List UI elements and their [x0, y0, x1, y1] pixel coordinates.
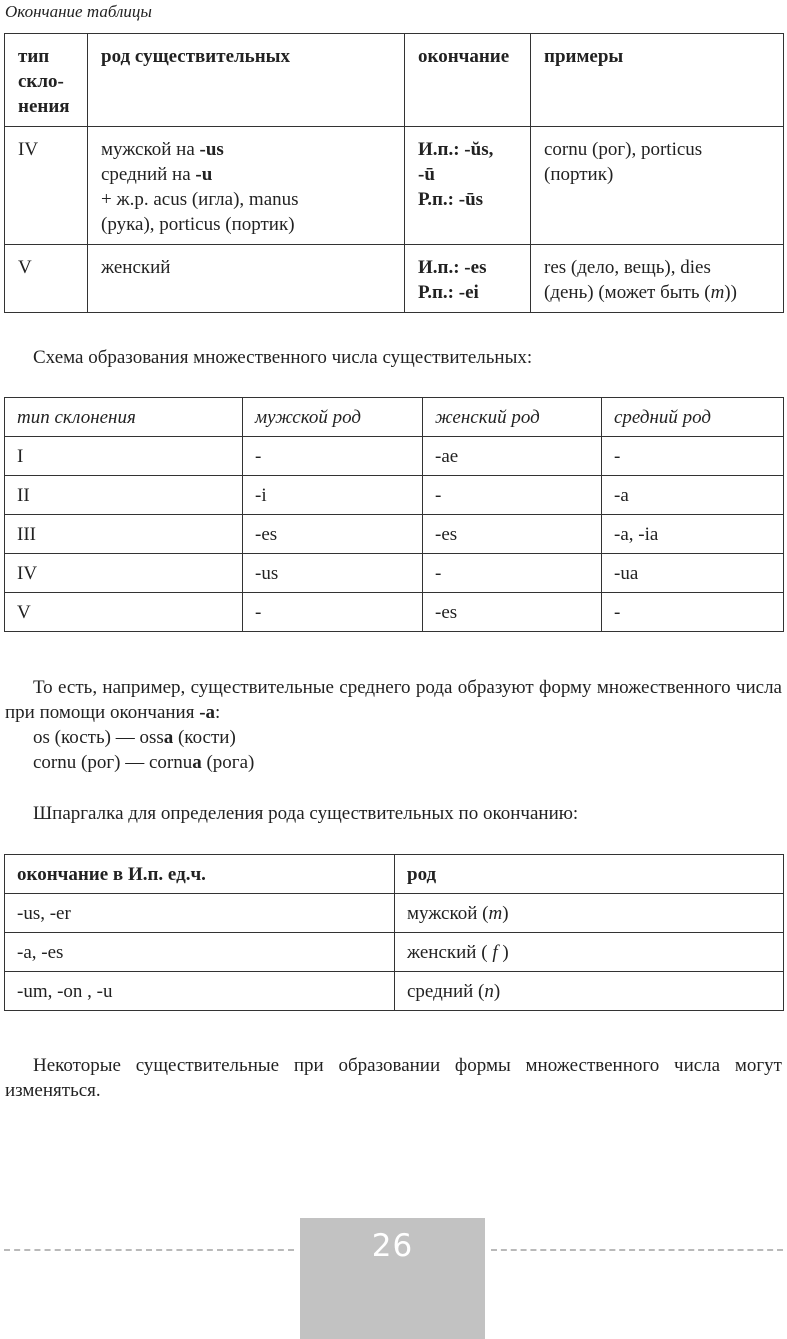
page-number-tab	[300, 1218, 485, 1339]
table-row: V - -es -	[5, 593, 784, 632]
table-row: -a, -es женский ( f )	[5, 933, 784, 972]
gender-line: + ж.р. acus (игла), manus	[101, 189, 299, 210]
table-row: I - -ae -	[5, 437, 784, 476]
footer-divider-left	[4, 1249, 294, 1251]
table-row	[5, 127, 784, 245]
header-declension-type: тип склонения	[5, 398, 243, 437]
header-neuter: средний род	[602, 398, 784, 437]
table-header-row	[5, 34, 784, 127]
ending-cell: И.п.: -es Р.п.: -ei	[405, 245, 531, 313]
header-noun-gender: род существительных	[88, 34, 405, 127]
header-masculine: мужской род	[243, 398, 423, 437]
examples-cell: res (дело, вещь), dies (день) (может быть (m))	[531, 245, 784, 313]
gender-by-ending-table	[4, 854, 784, 1011]
header-ending: окончание	[405, 34, 531, 127]
cheat-sheet-intro: Шпаргалка для определения рода существительных по окончанию:	[33, 803, 579, 824]
table-row: IV -us - -ua	[5, 554, 784, 593]
gender-cell	[88, 127, 405, 245]
table-header-row	[5, 855, 784, 894]
example-line: os (кость) — ossa (кости)	[33, 727, 236, 748]
header-ending-nominative: окончание в И.п. ед.ч.	[5, 855, 395, 894]
footer-divider-right	[491, 1249, 783, 1251]
table-header-row	[5, 398, 784, 437]
examples-cell: cornu (рог), porticus (портик)	[531, 127, 784, 245]
header-examples: примеры	[531, 34, 784, 127]
header-gender: род	[395, 855, 784, 894]
table-continuation-caption: Окончание таблицы	[5, 2, 152, 21]
table-row	[5, 245, 784, 313]
table-row: II -i - -a	[5, 476, 784, 515]
table-row: -us, -er мужской (m)	[5, 894, 784, 933]
header-declension-type: тип скло- нения	[5, 34, 88, 127]
plural-change-paragraph: Некоторые существительные при образовании формы множественного числа могут изменяться.	[5, 1055, 782, 1101]
plural-scheme-intro: Схема образования множественного числа существительных:	[33, 347, 533, 368]
gender-line: мужской на -us	[101, 139, 224, 160]
ending-cell: И.п.: -ŭs, -ū Р.п.: -ūs	[405, 127, 531, 245]
neuter-plural-paragraph: То есть, например, существительные среднего рода образуют форму множественного числа при помощи окончания -a:	[5, 677, 782, 723]
page-number: 26	[371, 1228, 414, 1264]
table-row: -um, -on , -u средний (n)	[5, 972, 784, 1011]
gender-line: (рука), porticus (портик)	[101, 214, 295, 235]
example-line: cornu (рог) — cornua (рога)	[33, 752, 255, 773]
declension-type-cell: IV	[5, 127, 88, 245]
plural-endings-table	[4, 397, 784, 632]
header-feminine: женский род	[423, 398, 602, 437]
table-row: III -es -es -a, -ia	[5, 515, 784, 554]
gender-cell: женский	[88, 245, 405, 313]
declension-type-cell: V	[5, 245, 88, 313]
gender-line: средний на -u	[101, 164, 213, 185]
declension-endings-table	[4, 33, 784, 313]
